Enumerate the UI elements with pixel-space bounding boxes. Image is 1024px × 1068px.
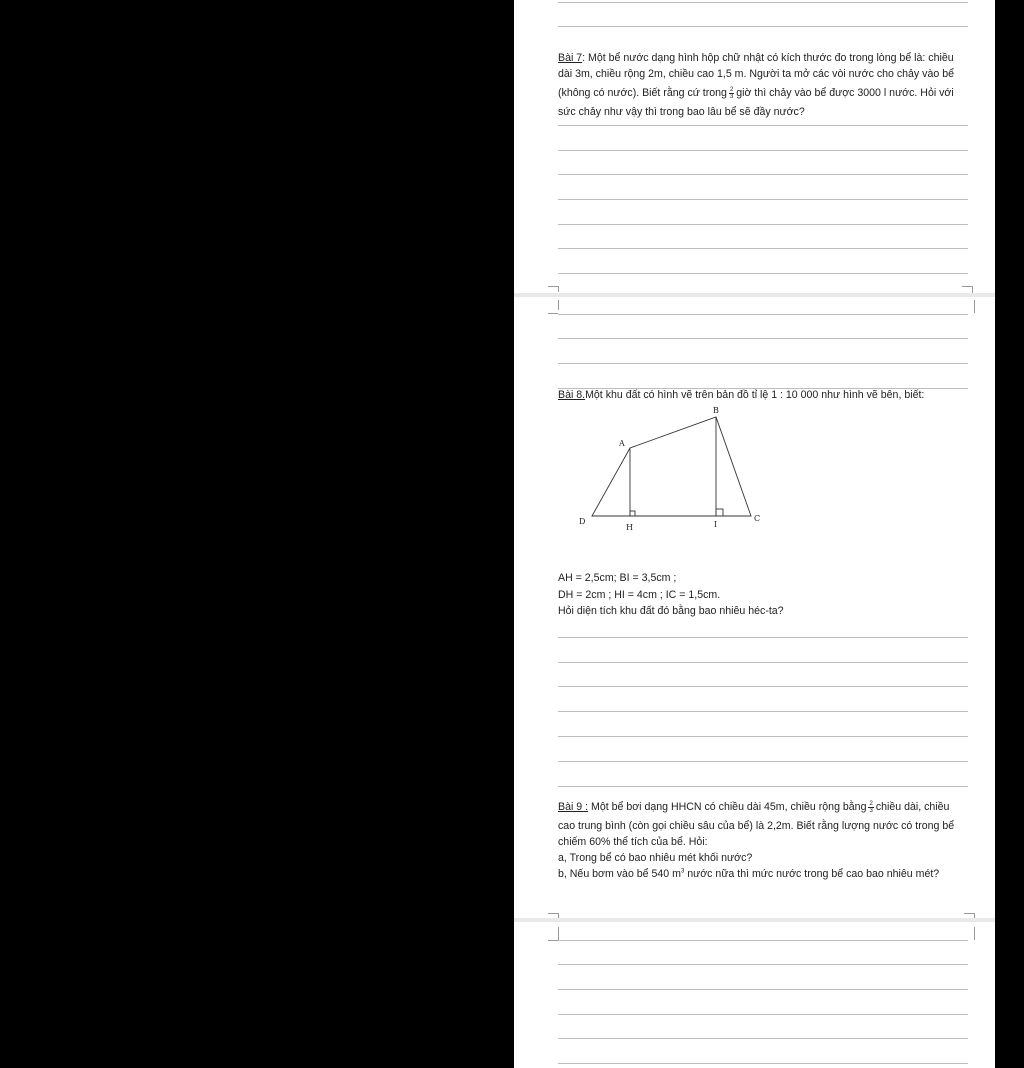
- fraction: $\frac{2}{3}$: [729, 86, 734, 100]
- writing-line: [558, 248, 968, 249]
- fraction: $\frac{2}{3}$: [869, 800, 873, 814]
- document-page: [514, 0, 995, 1068]
- exercise-9-line-2: cao trung bình (còn gọi chiều sâu của bể) là 2,2m. Biết rằng lượng nước có trong bể: [558, 820, 955, 832]
- page-corner-mark: [962, 286, 973, 293]
- exercise-7-line-1: Bài 7: Một bể nước dạng hình hộp chữ nhật có kích thước đo trong lòng bể là: chiều: [558, 52, 954, 64]
- exercise-9-label: Bài 9 :: [558, 801, 589, 813]
- exercise-8-heading: Bài 8.Một khu đất có hình vẽ trên bản đồ tỉ lệ 1 : 10 000 như hình vẽ bên, biết:: [558, 389, 925, 401]
- writing-line: [558, 686, 968, 687]
- writing-line: [558, 1063, 968, 1064]
- exercise-9-line-5: b, Nếu bơm vào bể 540 $m^3$ nước nữa thì mức nước trong bể cao bao nhiêu mét?: [558, 868, 940, 880]
- exercise-7-line-2: dài 3m, chiều rộng 2m, chiều cao 1,5 m. Người ta mở các vòi nước cho chảy vào bể: [558, 68, 954, 80]
- writing-line: [558, 224, 968, 225]
- writing-line: [558, 1014, 968, 1015]
- exercise-9-line-3: chiếm 60% thể tích của bể. Hỏi:: [558, 836, 708, 848]
- writing-line: [558, 174, 968, 175]
- label-I: I: [714, 520, 718, 529]
- page-corner-mark: [558, 300, 569, 310]
- exercise-9-line-1: Bài 9 : Một bể bơi dạng HHCN có chiều dài 45m, chiều rộng bằng $\frac{2}{3}$ chiều dài, chiều: [558, 800, 950, 814]
- label-A: A: [619, 439, 625, 448]
- page-break: [514, 293, 995, 297]
- page-corner-mark: [548, 940, 558, 951]
- exercise-8-givens: [558, 570, 968, 620]
- right-angle-H: [630, 511, 635, 516]
- label-D: D: [579, 517, 586, 526]
- writing-line: [558, 940, 968, 941]
- label-C: C: [754, 514, 761, 523]
- label-B: B: [713, 406, 719, 415]
- land-plot-figure: [574, 400, 774, 540]
- writing-line: [558, 2, 968, 3]
- writing-line: [558, 125, 968, 126]
- writing-line: [558, 711, 968, 712]
- page-corner-mark: [548, 313, 558, 324]
- page-break: [514, 918, 995, 922]
- page-corner-mark: [558, 927, 569, 940]
- writing-line: [558, 1038, 968, 1039]
- writing-line: [558, 199, 968, 200]
- exercise-9-line-4: a, Trong bể có bao nhiêu mét khối nước?: [558, 852, 753, 864]
- exercise-8-question: Hỏi diện tích khu đất đó bằng bao nhiêu héc-ta?: [558, 605, 784, 617]
- writing-line: [558, 314, 968, 315]
- writing-line: [558, 637, 968, 638]
- exercise-7-line-3: (không có nước). Biết rằng cứ trong $\frac{2}{3}$ giờ thì chảy vào bể được 3000 l nước. Hỏi với: [558, 86, 954, 100]
- label-H: H: [626, 523, 633, 532]
- page-corner-mark: [964, 300, 975, 313]
- exercise-7: [558, 50, 968, 120]
- writing-line: [558, 150, 968, 151]
- writing-line: [558, 786, 968, 787]
- right-angle-I: [716, 509, 723, 516]
- exercise-9: [558, 799, 968, 882]
- exercise-7-label: Bài 7: [558, 52, 583, 64]
- writing-line: [558, 363, 968, 364]
- exercise-7-line-4: sức chảy như vậy thì trong bao lâu bể sẽ đầy nước?: [558, 106, 805, 118]
- given-1: AH = 2,5cm; BI = 3,5cm ;: [558, 572, 677, 584]
- writing-line: [558, 989, 968, 990]
- quadrilateral-ABCD: [592, 417, 751, 516]
- page-corner-mark: [558, 286, 569, 292]
- writing-line: [558, 964, 968, 965]
- writing-line: [558, 736, 968, 737]
- exercise-8-label: Bài 8.: [558, 389, 586, 401]
- writing-line: [558, 662, 968, 663]
- writing-line: [558, 273, 968, 274]
- writing-line: [558, 338, 968, 339]
- page-corner-mark: [964, 927, 975, 940]
- given-2: DH = 2cm ; HI = 4cm ; IC = 1,5cm.: [558, 588, 721, 601]
- writing-line: [558, 761, 968, 762]
- writing-line: [558, 26, 968, 27]
